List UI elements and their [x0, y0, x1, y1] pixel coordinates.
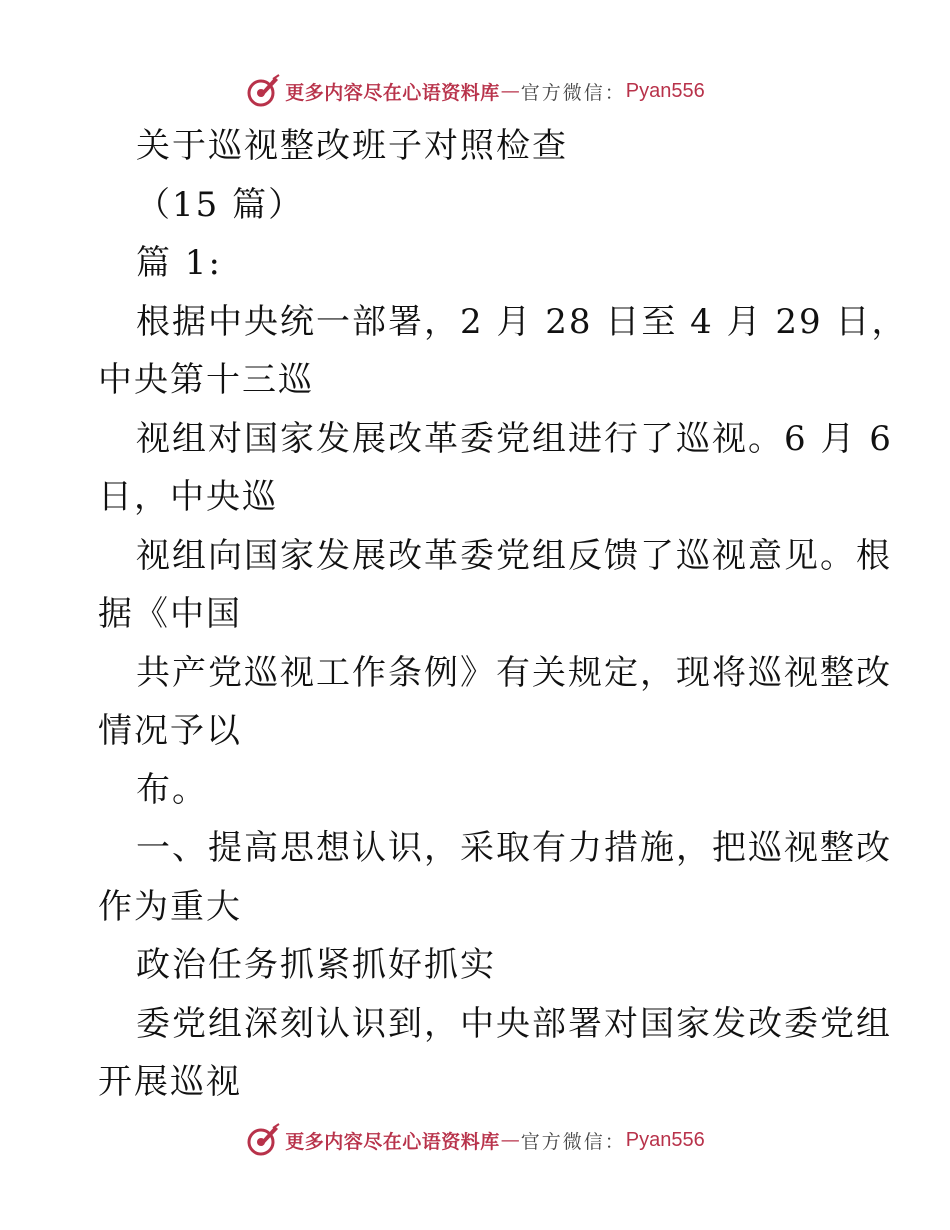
brand-name: 更多内容尽在心语资料库: [285, 81, 500, 104]
text-line: 政治任务抓紧抓好抓实: [136, 945, 496, 985]
quill-pen-circle-icon: [245, 73, 281, 109]
text-line: 中央第十三巡: [98, 360, 314, 400]
text-line: 开展巡视: [98, 1062, 242, 1102]
banner-dash: —: [500, 1129, 520, 1151]
text-line: 视组对国家发展改革委党组进行了巡视。6 月 6: [136, 418, 893, 459]
text-line: 布。: [136, 769, 208, 810]
quill-pen-circle-icon: [245, 1122, 281, 1158]
banner-dash: —: [500, 80, 520, 102]
wechat-id: Pyan556: [625, 79, 705, 102]
text-line: 共产党巡视工作条例》有关规定，现将巡视整改: [136, 652, 892, 693]
text-line: 根据中央统一部署，2 月 28 日至 4 月 29 日，: [136, 301, 908, 342]
text-line: 一、提高思想认识，采取有力措施，把巡视整改: [136, 828, 892, 868]
wechat-label: 官方微信：: [520, 81, 626, 104]
header-watermark-banner: [0, 71, 950, 111]
text-line: 委党组深刻认识到，中央部署对国家发改委党组: [136, 1003, 892, 1044]
document-body: [98, 117, 908, 1112]
text-line: 日，中央巡: [98, 477, 278, 517]
text-line: 情况予以: [98, 711, 242, 751]
document-title: 关于巡视整改班子对照检查: [136, 126, 568, 166]
footer-watermark-banner: [0, 1120, 950, 1160]
text-line: 篇 1:: [136, 243, 222, 283]
text-line: （15 篇）: [136, 184, 305, 225]
wechat-label: 官方微信：: [520, 1130, 626, 1153]
text-line: 视组向国家发展改革委党组反馈了巡视意见。根: [136, 535, 892, 576]
text-line: 作为重大: [98, 886, 242, 927]
text-line: 据《中国: [98, 594, 242, 634]
brand-name: 更多内容尽在心语资料库: [285, 1130, 500, 1153]
wechat-id: Pyan556: [625, 1128, 705, 1151]
